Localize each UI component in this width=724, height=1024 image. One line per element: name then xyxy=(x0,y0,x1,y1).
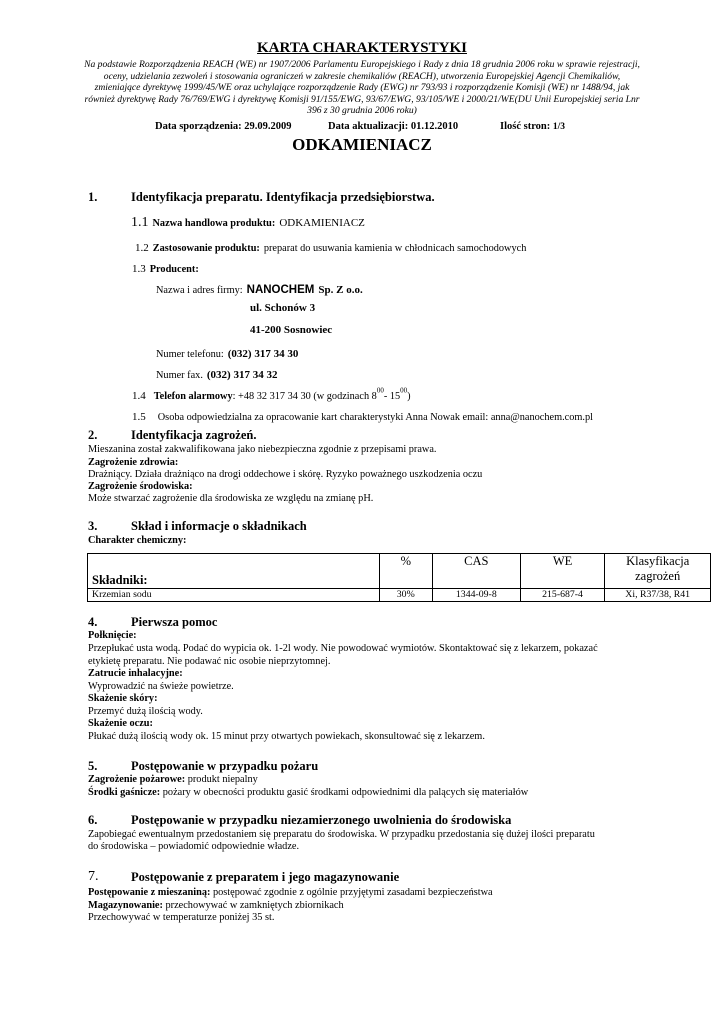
item-1-2 xyxy=(135,238,526,256)
section-5-title: Postępowanie w przypadku pożaru xyxy=(131,759,319,773)
header-components: Składniki: xyxy=(88,554,380,589)
item-1-1-value: ODKAMIENIACZ xyxy=(279,217,365,229)
item-1-3-number: 1.3 xyxy=(132,263,146,275)
company-name-line xyxy=(156,280,363,298)
fax-line xyxy=(156,365,277,383)
item-1-4-sup1: 00 xyxy=(376,386,384,395)
section-6-number: 6. xyxy=(88,813,98,827)
skin-text: Przemyć dużą ilością wody. xyxy=(88,706,203,717)
company-label: Nazwa i adres firmy: xyxy=(156,285,243,296)
cell-we: 215-687-4 xyxy=(520,589,605,602)
inhalation-label: Zatrucie inhalacyjne: xyxy=(88,668,183,679)
page-count-value: 1/3 xyxy=(552,122,566,132)
page-count-label: Ilość stron: xyxy=(500,121,551,132)
item-1-5-number: 1.5 xyxy=(132,411,146,423)
mixture-handling-text: postępować zgodnie z ogólnie przyjętymi zasadami bezpieczeństwa xyxy=(212,887,493,898)
phone-label: Numer telefonu: xyxy=(156,349,224,360)
fax-label: Numer fax. xyxy=(156,370,203,381)
cell-component: Krzemian sodu xyxy=(88,589,380,602)
eye-label: Skażenie oczu: xyxy=(88,718,153,729)
fax-number: (032) 317 34 32 xyxy=(206,369,278,381)
swallow-text-line2: etykietę preparatu. Nie podawać nic osobie nieprzytomnej. xyxy=(88,656,331,667)
section-6-text-line2: do środowiska – powiadomić odpowiednie władze. xyxy=(88,841,300,852)
fire-hazard-label: Zagrożenie pożarowe: xyxy=(88,774,186,785)
chemical-character-label: Charakter chemiczny: xyxy=(88,535,187,546)
item-1-4-label: Telefon alarmowy xyxy=(153,391,233,402)
phone-number: (032) 317 34 30 xyxy=(227,348,299,360)
inhalation-text: Wyprowadzić na świeże powietrze. xyxy=(88,681,234,692)
regulation-intro: Na podstawie Rozporządzenia REACH (WE) nr 1907/2006 Parlamentu Europejskiego i Rady z dnia 18 grudnia 2006 roku w sprawie rejestracji, oceny, udzielania zezwoleń i stosowania ograniczeń w zakresie chemikaliów (REACH), utworzenia Europejskiej Agencji Chemikaliów, zmieniające dyrektywę 1999/45/WE oraz uchylające rozporządzenie Rady (EWG) nr 793/93 i rozporządzenie Komisji (WE) nr 1488/94, jak również dyrektywę Rady 76/769/EWG i dyrektywę Komisji 91/155/EWG, 93/67/EWG, 93/105/WE i 2000/21/WE(DU Unii Europejskiej seria Lnr 396 z 30 grudnia 2006 roku) xyxy=(84,59,640,117)
item-1-3 xyxy=(132,259,199,277)
extinguishing-label: Środki gaśnicze: xyxy=(88,787,161,798)
item-1-1-number: 1.1 xyxy=(131,215,149,230)
section-2-number: 2. xyxy=(88,428,98,442)
section-1-number: 1. xyxy=(88,190,98,204)
health-hazard-label: Zagrożenie zdrowia: xyxy=(88,457,179,468)
section-1-title: Identyfikacja preparatu. Identyfikacja przedsiębiorstwa. xyxy=(131,190,435,204)
item-1-2-number: 1.2 xyxy=(135,242,149,254)
item-1-1 xyxy=(131,213,365,231)
item-1-4-number: 1.4 xyxy=(132,390,146,402)
company-name: NANOCHEM xyxy=(246,284,315,296)
phone-line xyxy=(156,344,298,362)
item-1-1-label: Nazwa handlowa produktu: xyxy=(152,218,276,229)
composition-table xyxy=(87,553,711,602)
section-6-text-line1: Zapobiegać ewentualnym przedostaniem się preparatu do środowiska. W przypadku przedostania się dużej ilości preparatu xyxy=(88,829,595,840)
section-4-title: Pierwsza pomoc xyxy=(131,615,218,629)
section-3-number: 3. xyxy=(88,519,98,533)
section-2-title: Identyfikacja zagrożeń. xyxy=(131,428,257,442)
company-name-suffix: Sp. Z o.o. xyxy=(318,284,363,296)
item-1-2-value: preparat do usuwania kamienia w chłodnicach samochodowych xyxy=(263,243,527,254)
section-2-line1: Mieszanina został zakwalifikowana jako niebezpieczna zgodnie z przepisami prawa. xyxy=(88,444,437,455)
item-1-4-end: ) xyxy=(407,391,411,402)
item-1-3-label: Producent: xyxy=(149,264,199,275)
section-7-title: Postępowanie z preparatem i jego magazynowanie xyxy=(131,870,400,884)
eye-text: Płukać dużą ilością wody ok. 15 minut przy otwartych powiekach, skonsultować się z lekarzem. xyxy=(88,731,485,742)
item-1-4-sup2: 00 xyxy=(400,386,408,395)
item-1-5 xyxy=(132,407,593,425)
extinguishing-line xyxy=(88,787,528,799)
header-cas: CAS xyxy=(432,554,520,589)
company-street: ul. Schonów 3 xyxy=(250,302,316,314)
swallow-text-line1: Przepłukać usta wodą. Podać do wypicia ok. 1-2l wody. Nie powodować wymiotów. Skontaktować się z lekarzem, pokazać xyxy=(88,643,598,654)
company-city: 41-200 Sosnowiec xyxy=(250,324,333,336)
date-created: Data sporządzenia: 29.09.2009 xyxy=(155,121,292,132)
storage-label: Magazynowanie: xyxy=(88,900,163,911)
fire-hazard-text: produkt niepalny xyxy=(187,774,258,785)
page-count xyxy=(500,121,565,132)
header-percent: % xyxy=(379,554,432,589)
environment-hazard-text: Może stwarzać zagrożenie dla środowiska ze względu na zmianę pH. xyxy=(88,493,374,504)
skin-label: Skażenie skóry: xyxy=(88,693,158,704)
item-1-5-text: Osoba odpowiedzialna za opracowanie kart charakterystyki Anna Nowak email: anna@nanochem.com.pl xyxy=(157,412,593,423)
storage-text: przechowywać w zamkniętych zbiornikach xyxy=(165,900,344,911)
product-name-heading: ODKAMIENIACZ xyxy=(292,135,432,154)
item-1-4 xyxy=(132,386,411,404)
health-hazard-text: Drażniący. Działa drażniąco na drogi oddechowe i skórę. Ryzyko poważnego uszkodzenia oczu xyxy=(88,469,483,480)
document-title: KARTA CHARAKTERYSTYKI xyxy=(257,40,467,56)
cell-cas: 1344-09-8 xyxy=(432,589,520,602)
date-updated: Data aktualizacji: 01.12.2010 xyxy=(328,121,459,132)
cell-percent: 30% xyxy=(379,589,432,602)
fire-hazard-line xyxy=(88,774,258,786)
extinguishing-text: pożary w obecności produktu gasić środkami odpowiednimi dla palących się materiałów xyxy=(162,787,529,798)
header-classification: Klasyfikacja zagrożeń xyxy=(605,554,711,589)
section-7-number: 7. xyxy=(88,869,99,884)
storage-temperature-text: Przechowywać w temperaturze poniżej 35 st. xyxy=(88,912,275,923)
section-3-title: Skład i informacje o składnikach xyxy=(131,519,307,533)
table-row xyxy=(88,589,711,602)
header-we: WE xyxy=(520,554,605,589)
section-4-number: 4. xyxy=(88,615,98,629)
swallow-label: Połknięcie: xyxy=(88,630,137,641)
mixture-handling-label: Postępowanie z mieszaniną: xyxy=(88,887,211,898)
cell-classification: Xi, R37/38, R41 xyxy=(605,589,711,602)
composition-table-header xyxy=(88,554,711,589)
item-1-4-value: : +48 32 317 34 30 (w godzinach 8 xyxy=(232,391,377,402)
section-5-number: 5. xyxy=(88,759,98,773)
mixture-handling-line xyxy=(88,887,493,899)
item-1-2-label: Zastosowanie produktu: xyxy=(152,243,260,254)
item-1-4-mid: - 15 xyxy=(383,391,401,402)
storage-line xyxy=(88,900,344,912)
environment-hazard-label: Zagrożenie środowiska: xyxy=(88,481,193,492)
section-6-title: Postępowanie w przypadku niezamierzonego uwolnienia do środowiska xyxy=(131,813,512,827)
